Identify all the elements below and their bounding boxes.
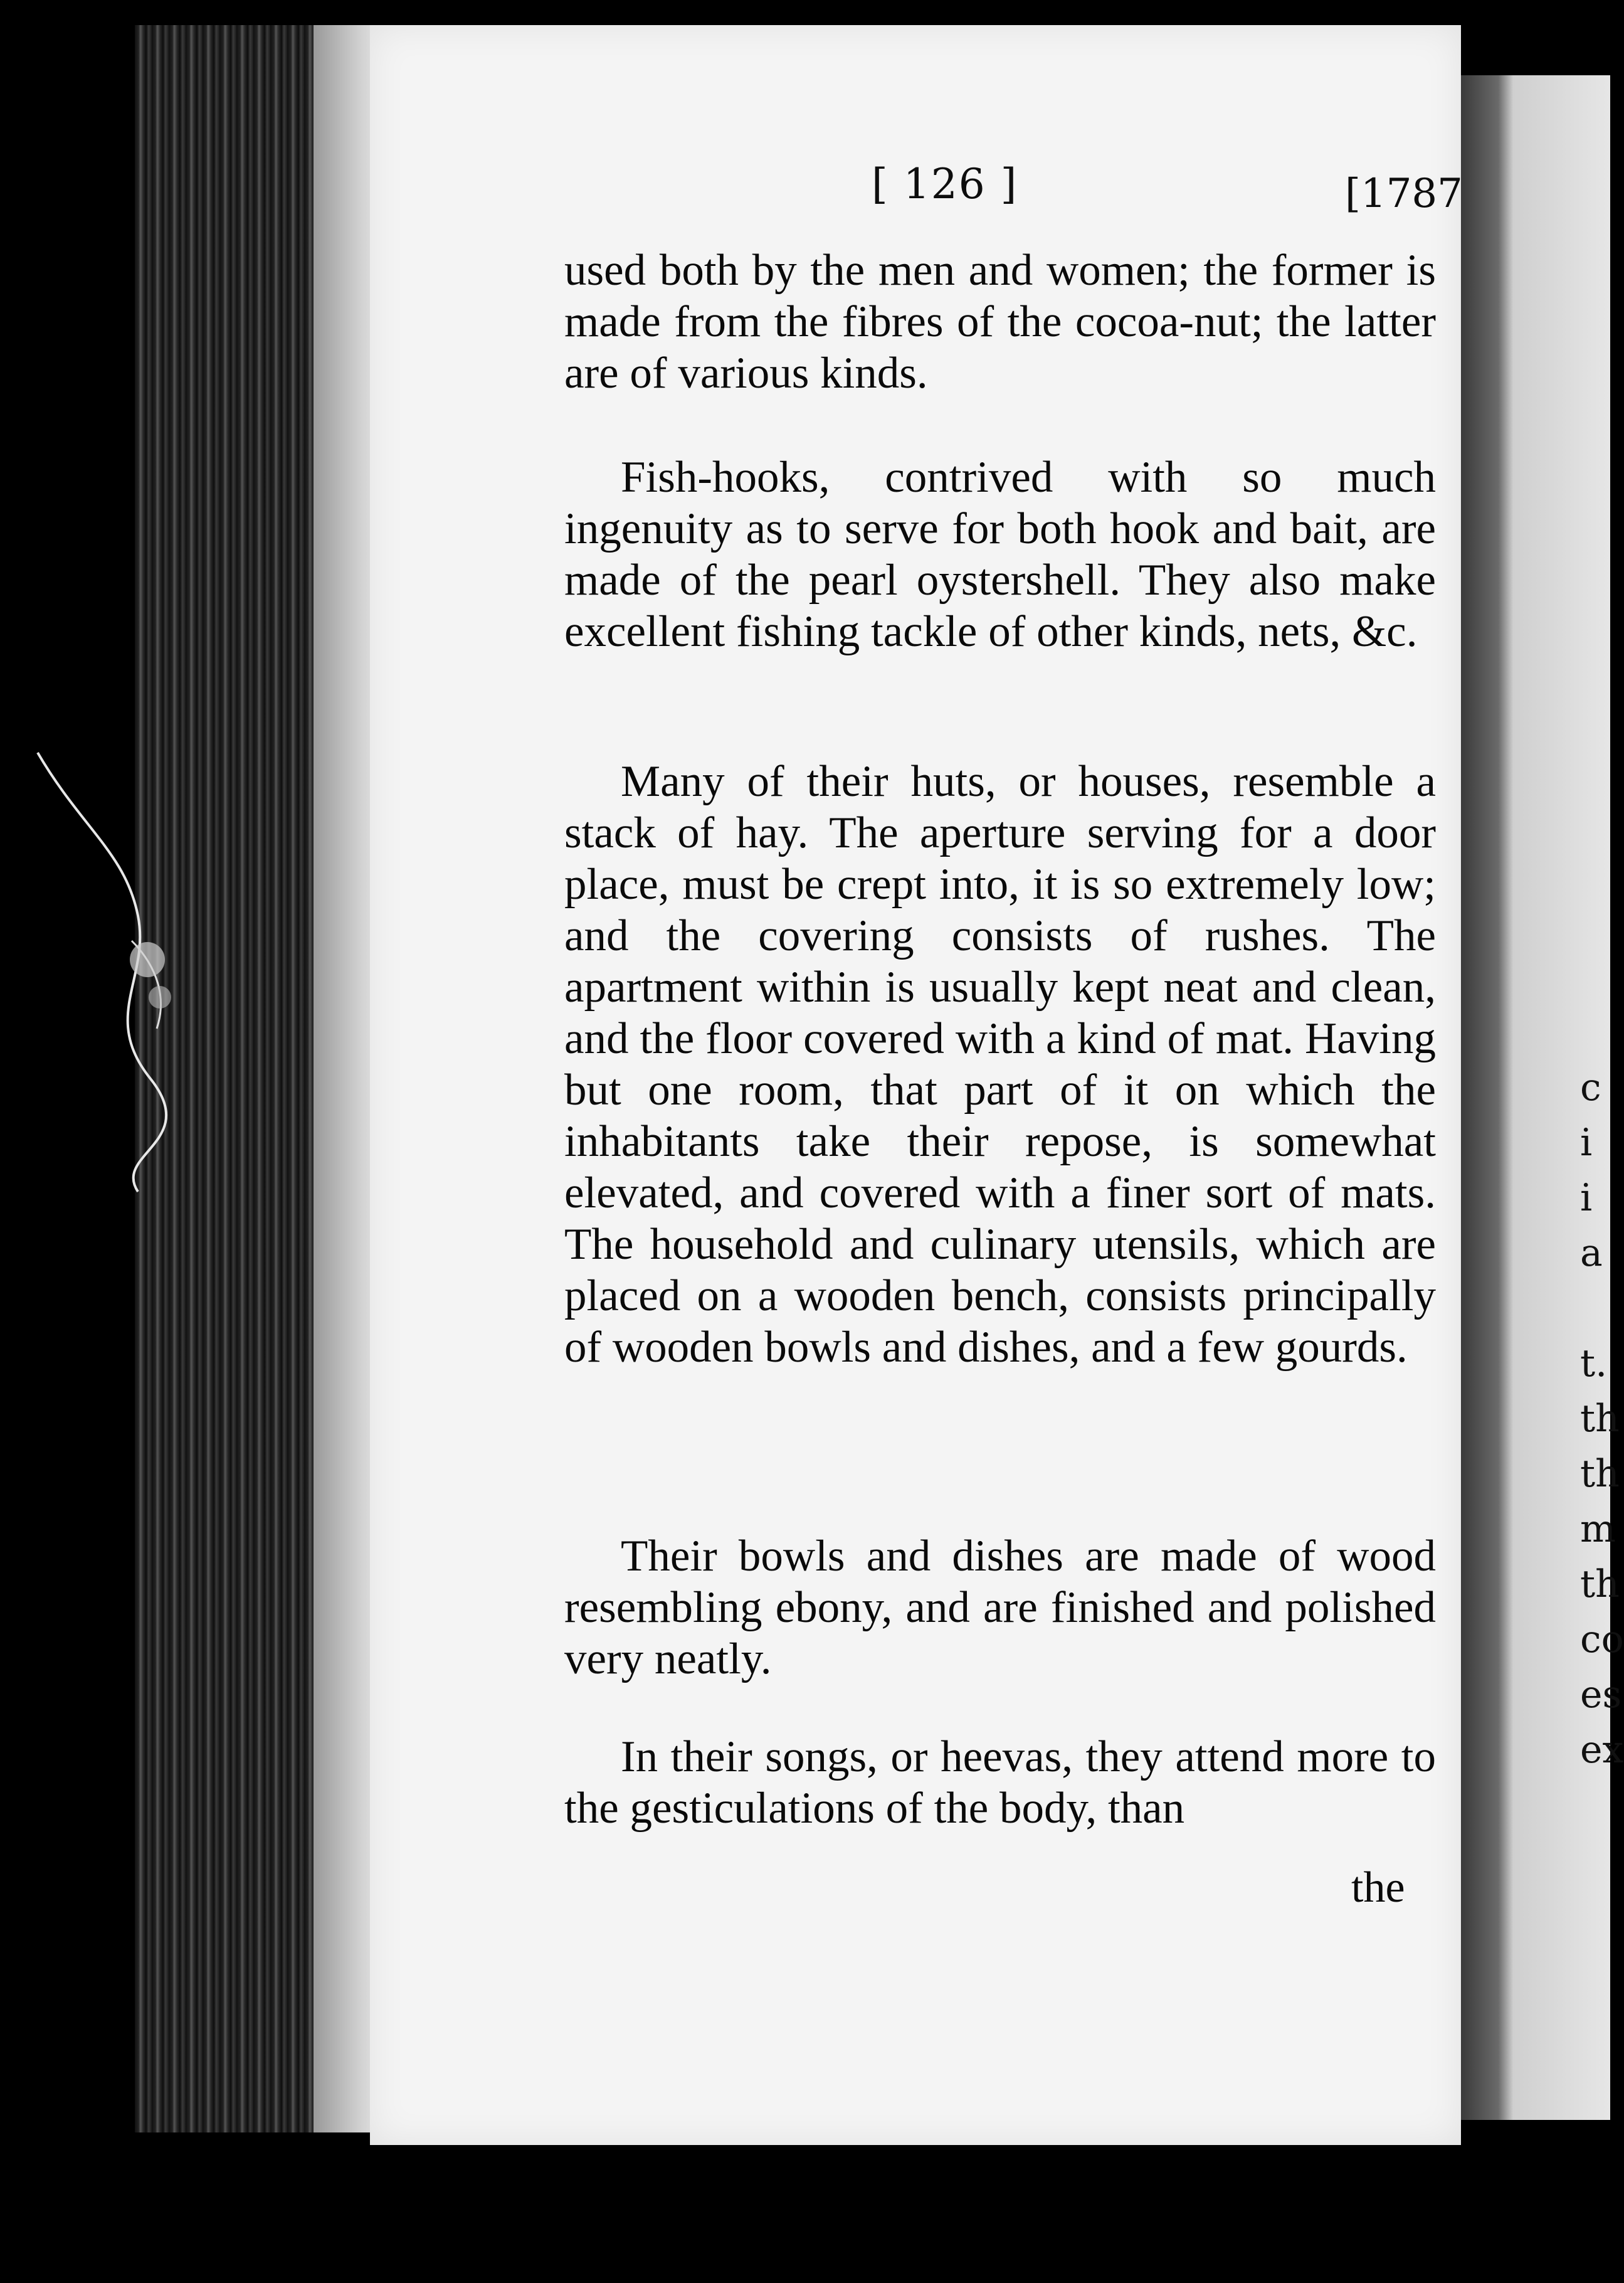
page-number: [ 126 ] <box>872 160 1018 208</box>
edge-letter: th <box>1580 1562 1620 1606</box>
edge-letter: i <box>1580 1176 1593 1220</box>
paragraph-2 <box>564 452 1436 657</box>
edge-letter: t. <box>1580 1342 1608 1385</box>
catchword: the <box>1351 1863 1405 1912</box>
edge-letter: th <box>1580 1452 1620 1496</box>
facing-page-letters-lower <box>1580 1336 1624 1777</box>
edge-letter: a <box>1580 1231 1603 1275</box>
running-year: [1787 <box>1345 171 1463 217</box>
edge-letter: th <box>1580 1397 1620 1441</box>
edge-letter: m <box>1580 1507 1616 1551</box>
paragraph-5 <box>564 1731 1436 1834</box>
paragraph-4 <box>564 1530 1436 1685</box>
paragraph-text: In their songs, or heevas, they attend more to the gesticulations of the body, than <box>564 1732 1436 1833</box>
edge-letter: i <box>1580 1121 1593 1165</box>
paragraph-3 <box>564 756 1436 1373</box>
paragraph-text: Fish-hooks, contrived with so much ingenuity as to serve for both hook and bait, are made of the pearl oystershell. They also make excellent fishing tackle of other kinds, nets, &c. <box>564 453 1436 656</box>
stray-fiber <box>25 753 169 1192</box>
paragraph-1 <box>564 245 1436 399</box>
paragraph-text: used both by the men and women; the former is made from the fibres of the cocoa-nut; the latter are of various kinds. <box>564 246 1436 398</box>
edge-letter: ex <box>1580 1728 1624 1772</box>
paragraph-text: Their bowls and dishes are made of wood resembling ebony, and are finished and polished very neatly. <box>564 1532 1436 1683</box>
paragraph-text: Many of their huts, or houses, resemble a stack of hay. The aperture serving for a door place, must be crept into, it is so extremely low; and the covering consists of rushes. The apartment within is usually kept neat and clean, and the floor covered with a kind of mat. Having but one room, that part of it on which the inhabitants take their repose, is somewhat elevated, and covered with a finer sort of mats. The household and culinary utensils, which are placed on a wooden bench, consists principally of wooden bowls and dishes, and a few gourds. <box>564 757 1436 1372</box>
edge-letter: es <box>1580 1673 1622 1717</box>
facing-page-letters-upper <box>1580 1060 1610 1281</box>
edge-letter: c <box>1580 1066 1601 1110</box>
edge-letter: co <box>1580 1618 1624 1661</box>
